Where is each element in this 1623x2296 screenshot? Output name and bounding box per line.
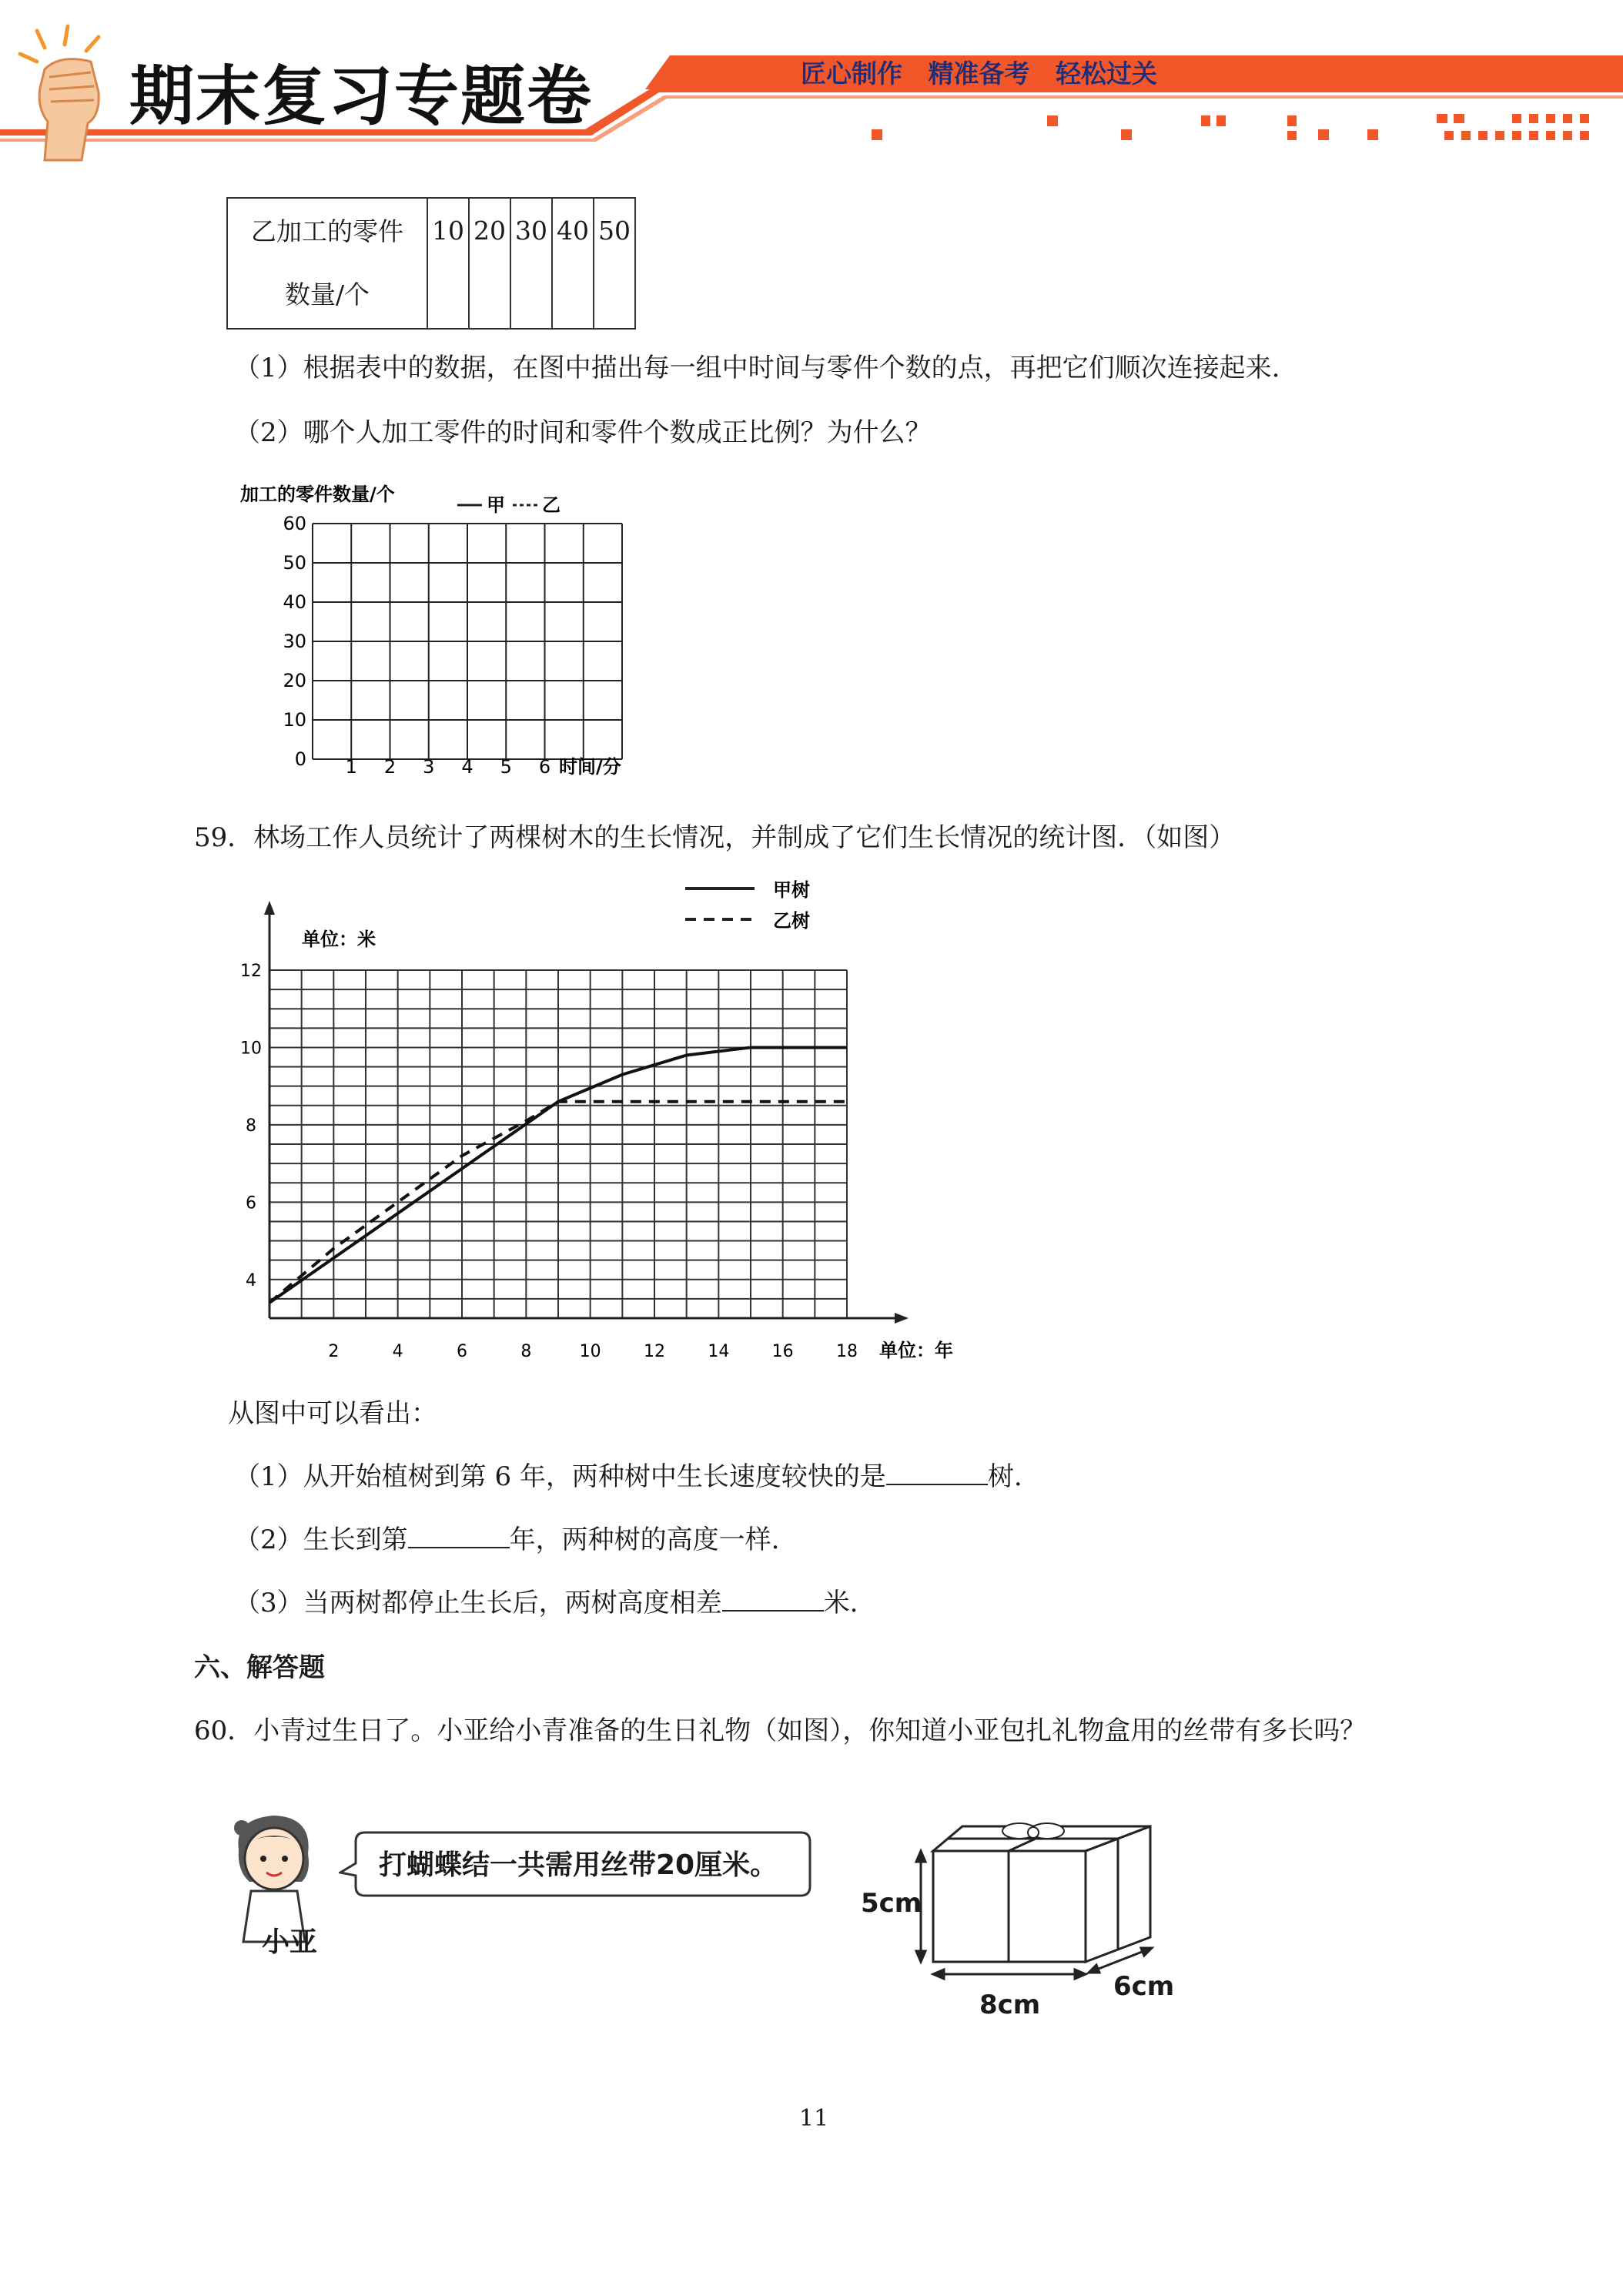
table-cell: 10: [427, 198, 469, 329]
legend-series-yi: 乙树: [773, 910, 810, 932]
q59-sub2-tail: 年，两种树的高度一样.: [509, 1525, 780, 1555]
x-tick-label: 8: [520, 1342, 532, 1361]
table-cell: 30: [510, 198, 552, 329]
y-tick-label: 20: [283, 670, 306, 691]
x-tick-label: 6: [457, 1342, 467, 1361]
q58-sub1: （1）根据表中的数据，在图中描出每一组中时间与零件个数的点，再把它们顺次连接起来.: [234, 353, 1280, 383]
y-tick-label: 50: [283, 552, 306, 574]
x-tick-label: 2: [383, 756, 397, 778]
section-heading: 六、解答题: [194, 1652, 325, 1683]
x-tick-label: 4: [461, 756, 474, 778]
parts-table: [226, 197, 636, 330]
fist-logo-icon: [14, 23, 122, 162]
page-number: 11: [799, 2105, 829, 2132]
chart1-grid: [313, 524, 622, 759]
table-label-line1: 乙加工的零件: [251, 216, 403, 246]
chart1-xlabel: 时间/分: [559, 756, 621, 778]
x-tick-label: 6: [538, 756, 551, 778]
chart1-ticks: [283, 513, 550, 778]
x-tick-label: 12: [644, 1342, 665, 1361]
chart2-ylabel: 单位：米: [302, 929, 376, 950]
table-cell: 40: [552, 198, 594, 329]
tree-growth-chart: [223, 870, 986, 1378]
x-tick-label: 5: [500, 756, 512, 778]
x-axis-arrow: [895, 1313, 909, 1324]
speech-text: 打蝴蝶结一共需用丝带20厘米。: [379, 1849, 778, 1881]
q59-sub3-tail: 米.: [823, 1588, 858, 1618]
chart1-ylabel: 加工的零件数量/个: [240, 484, 395, 505]
answer-blank[interactable]: [722, 1590, 824, 1612]
q59-sub1: [234, 1455, 1022, 1493]
table-label-line2: 数量/个: [284, 279, 370, 310]
q59-intro: 59．林场工作人员统计了两棵树木的生长情况，并制成了它们生长情况的统计图．（如图）: [194, 822, 1236, 853]
x-tick-label: 16: [771, 1342, 794, 1361]
parts-time-chart: [231, 477, 662, 785]
dim-width-label: 6cm: [1113, 1971, 1175, 2002]
x-tick-label: 14: [708, 1342, 730, 1361]
q59-sub1-tail: 树.: [987, 1461, 1022, 1492]
chart2-xlabel: 单位：年: [879, 1340, 953, 1361]
y-tick-label: 4: [246, 1270, 256, 1290]
chart2-grid: [269, 970, 847, 1318]
answer-blank[interactable]: [886, 1464, 988, 1485]
table-cell: 50: [594, 198, 635, 329]
q60-text: 60．小青过生日了。小亚给小青准备的生日礼物（如图），你知道小亚包扎礼物盒用的丝带有多长吗？: [194, 1715, 1367, 1746]
y-tick-label: 60: [283, 513, 306, 534]
q59-sub2: [234, 1518, 779, 1556]
y-tick-label: 10: [240, 1039, 262, 1059]
x-tick-label: 10: [579, 1342, 601, 1361]
y-tick-label: 30: [283, 631, 306, 652]
x-tick-label: 4: [392, 1342, 403, 1361]
q59-sub1-text: （1）从开始植树到第 6 年，两种树中生长速度较快的是: [234, 1461, 886, 1492]
legend-jia: 甲: [487, 494, 505, 516]
y-tick-label: 12: [240, 962, 262, 981]
y-tick-label: 8: [246, 1116, 256, 1136]
q59-sub2-text: （2）生长到第: [234, 1525, 408, 1555]
q58-sub2: （2）哪个人加工零件的时间和零件个数成正比例？为什么？: [234, 417, 932, 448]
x-tick-label: 18: [836, 1342, 858, 1361]
table-cell: 20: [469, 198, 510, 329]
dim-height-label: 5cm: [861, 1888, 922, 1919]
q59-from-chart: 从图中可以看出：: [228, 1398, 437, 1429]
chart2-ticks: [240, 962, 858, 1361]
girl-name: 小亚: [262, 1926, 318, 1958]
y-axis-arrow: [264, 901, 275, 915]
y-tick-label: 40: [283, 591, 306, 613]
x-tick-label: 1: [345, 756, 357, 778]
answer-blank[interactable]: [408, 1527, 510, 1548]
y-tick-label: 6: [246, 1193, 256, 1213]
header-title: 期末复习专题卷: [129, 59, 594, 134]
y-tick-label: 10: [283, 709, 306, 731]
q59-sub3: [234, 1581, 858, 1619]
legend-series-jia: 甲树: [773, 879, 810, 901]
legend-yi: 乙: [542, 494, 561, 516]
x-tick-label: 2: [328, 1342, 340, 1361]
header-slogan: 匠心制作 精准备考 轻松过关: [801, 59, 1157, 89]
table-row-label: [227, 198, 427, 329]
y-tick-label: 0: [294, 748, 306, 770]
x-tick-label: 3: [423, 756, 435, 778]
dim-length-label: 8cm: [979, 1990, 1041, 2020]
q59-sub3-text: （3）当两树都停止生长后，两树高度相差: [234, 1588, 722, 1618]
